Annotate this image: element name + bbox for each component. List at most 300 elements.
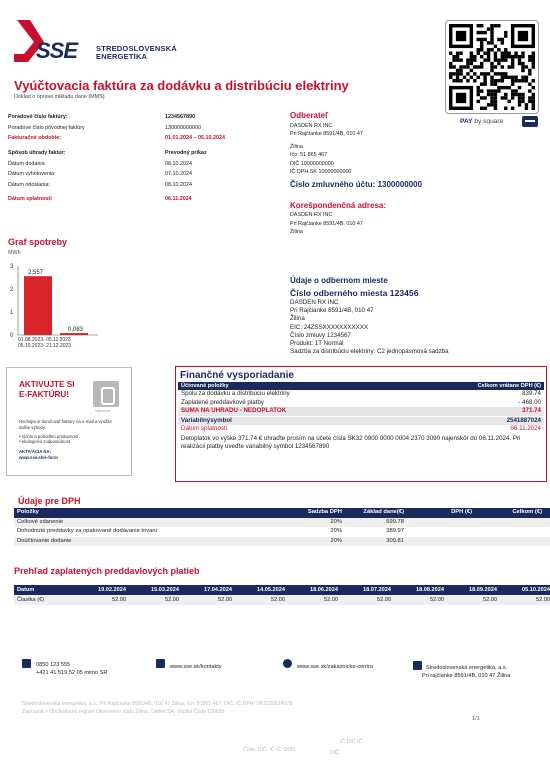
qr-module	[494, 55, 497, 58]
chart-ylabel: MWh	[8, 250, 21, 256]
qr-module	[511, 79, 514, 82]
qr-module	[507, 65, 510, 68]
qr-module	[490, 27, 493, 30]
qr-module	[480, 82, 483, 85]
qr-module	[490, 103, 493, 106]
vat-cell: Celkové zdanenie	[17, 518, 64, 525]
qr-module	[480, 107, 483, 110]
qr-module	[483, 31, 486, 34]
qr-module	[514, 52, 517, 55]
buyer-block	[290, 111, 540, 236]
info-label: Dátum odoslania:	[8, 181, 50, 188]
qr-module	[504, 72, 507, 75]
vat-cell: Dohodnuté preddavky za opakované dodávanie tovaru	[17, 528, 158, 535]
consumption-place-line: EIC: 24ZSSXXXXXXXXXXX	[290, 323, 369, 331]
advance-date: 19.02.2024	[98, 587, 126, 593]
qr-module	[477, 52, 480, 55]
finance-row: Spolu za dodávku a distribúciu elektriny 839.74	[181, 390, 541, 397]
qr-module	[501, 86, 504, 89]
qr-module	[483, 72, 486, 75]
qr-module	[456, 31, 466, 41]
vat-table-header: Položky Sadzba DPH Základ dane(€) DPH (€) Celkom (€)	[14, 508, 550, 518]
qr-module	[487, 58, 490, 61]
qr-module	[452, 55, 455, 58]
faded-text: Číslo. DIČ: IČ IČ SK81	[243, 747, 296, 753]
qr-module	[497, 62, 500, 65]
qr-code-pattern	[449, 24, 535, 110]
qr-module	[480, 41, 483, 44]
qr-module	[473, 79, 476, 82]
qr-module	[494, 107, 497, 110]
consumption-place-line: Žilina	[290, 315, 305, 323]
promo-link[interactable]: www.sse.sk/e-form	[19, 454, 58, 460]
advance-date: 17.04.2024	[204, 587, 232, 593]
advances-title: Prehľad zaplatených preddavlových platieb	[14, 566, 200, 576]
info-label: Dátum splatnosti	[8, 196, 52, 203]
qr-module	[518, 58, 521, 61]
chart-category-label: 01.08.2023- 05.11.2023	[18, 337, 71, 343]
variable-symbol-row: Variabilnýsymbol 2541887024	[178, 417, 544, 426]
qr-module	[473, 55, 476, 58]
info-value: 01.01.2024 – 05.10.2024	[165, 135, 225, 142]
qr-module	[487, 89, 490, 92]
qr-module	[477, 38, 480, 41]
vat-cell: 20%	[330, 518, 342, 525]
advance-date: 18.06.2024	[310, 587, 338, 593]
vat-cell: Doúčtovanie dodanie	[17, 537, 72, 544]
qr-module	[449, 72, 452, 75]
advance-date: 05.10.2024	[522, 587, 550, 593]
faded-text: DIČ	[330, 750, 339, 756]
qr-module	[501, 38, 504, 41]
qr-module	[466, 72, 469, 75]
qr-module	[470, 52, 473, 55]
buyer-ico: Ičo: 51 865 467	[290, 152, 328, 159]
footer-portal-link[interactable]: www.sse.sk/zakaznicke-centra	[297, 664, 373, 670]
advance-amount: 52.00	[430, 597, 444, 603]
vat-cell: 309.81	[386, 537, 404, 544]
qr-module	[487, 41, 490, 44]
qr-module	[480, 24, 483, 27]
qr-module	[477, 86, 480, 89]
vat-title: Údaje pre DPH	[18, 496, 81, 506]
qr-module	[459, 58, 462, 61]
qr-module	[504, 48, 507, 51]
qr-module	[521, 93, 524, 96]
chart-y-tick: 2	[10, 287, 14, 293]
advance-date: 18.09.2024	[469, 587, 497, 593]
qr-module	[483, 82, 486, 85]
qr-module	[518, 86, 521, 89]
info-label: Dátum dodania	[8, 160, 45, 167]
qr-module	[456, 79, 459, 82]
qr-module	[494, 45, 497, 48]
qr-module	[490, 38, 493, 41]
consumption-place-line: Pri Rajčianke 8591/4B, 010 47	[290, 307, 374, 315]
qr-module	[490, 79, 493, 82]
advance-date: 14.05.2024	[257, 587, 285, 593]
qr-module	[490, 100, 493, 103]
qr-module	[480, 89, 483, 92]
qr-module	[483, 52, 486, 55]
vat-table-row	[14, 537, 550, 547]
consumption-place-line: Číslo zmluvy 1234567	[290, 331, 351, 339]
vat-cell	[472, 527, 546, 537]
consumption-chart	[0, 258, 110, 356]
qr-module	[456, 55, 459, 58]
qr-module	[466, 79, 469, 82]
qr-module	[494, 65, 497, 68]
payment-note: Detoplatok vo výške 371.74 € uhraďte prosím na účete čísla SK32 0900 0000 0004 2370 3090 najenskôr do 06.11.2024. Pri realizácii platby uveďte variabilný symbol 1234567890	[181, 434, 521, 450]
consumption-place	[290, 276, 540, 356]
promo-icon-caption: Vykresne	[95, 409, 111, 413]
chart-y-tick: 1	[10, 310, 14, 316]
correspondence-heading: Korešpondenčná adresa:	[290, 201, 387, 211]
qr-module	[507, 76, 510, 79]
qr-module	[470, 55, 473, 58]
vat-cell	[404, 527, 472, 537]
advance-amount: 52.00	[112, 597, 126, 603]
qr-module	[521, 55, 524, 58]
legal-text: Stredoslovenská energetika, a.s., Pri Rajčianke 8591/4B, 010 47 Žilina, Ičo: 51865 467, DIČ: IČ DPH: SK2120814578 Zapísaná v Obchodnom registri Okresného súdu Žilina, Oddiel SA, Vložka Číslo 109655	[22, 701, 293, 716]
buyer-ic-dph: IČ DPH SK 10000000000	[290, 168, 352, 175]
qr-module	[490, 31, 493, 34]
vat-cell: 699.78	[386, 518, 404, 525]
invoice-info-row	[8, 194, 278, 205]
financial-settlement	[175, 366, 547, 482]
e-invoice-promo[interactable]	[6, 367, 132, 476]
qr-module	[456, 93, 466, 103]
qr-module	[456, 76, 459, 79]
qr-module	[490, 76, 493, 79]
qr-module	[477, 76, 480, 79]
qr-module	[514, 79, 517, 82]
promo-title: AKTIVUJTE SI E-FAKTÚRU!	[19, 380, 75, 399]
chart-bar	[24, 276, 52, 335]
info-label: Poradové číslo pôvodnej faktúry	[8, 124, 85, 131]
correspondence-name: DASDEN RX INC	[290, 212, 333, 219]
page-subtitle: Doklad o oprave základu dane (MMS)	[14, 94, 105, 100]
qr-module	[532, 58, 535, 61]
qr-module	[528, 96, 531, 99]
qr-module	[459, 65, 462, 68]
qr-module	[532, 107, 535, 110]
qr-module	[518, 62, 521, 65]
contacts-icon	[156, 659, 165, 668]
qr-module	[511, 65, 514, 68]
info-value: 08.10.2024	[165, 181, 192, 188]
qr-module	[490, 69, 493, 72]
qr-module	[490, 41, 493, 44]
advance-amount: 52.00	[377, 597, 391, 603]
qr-module	[494, 58, 497, 61]
qr-module	[521, 76, 524, 79]
qr-module	[473, 65, 476, 68]
qr-module	[497, 72, 500, 75]
advance-amount: 52.00	[218, 597, 232, 603]
consumption-place-line: Produkt: 1T Normál	[290, 339, 344, 347]
qr-module	[528, 72, 531, 75]
consumption-place-line: Sadzba za distribúciu elektriny: C2 jednopásmová sadzba	[290, 348, 449, 356]
advance-date: 18.07.2024	[363, 587, 391, 593]
advance-amount: 52.00	[324, 597, 338, 603]
qr-module	[532, 86, 535, 89]
qr-module	[532, 62, 535, 65]
qr-module	[511, 89, 514, 92]
qr-module	[501, 52, 504, 55]
qr-module	[528, 58, 531, 61]
qr-module	[501, 55, 504, 58]
qr-module	[483, 107, 486, 110]
qr-module	[511, 93, 514, 96]
qr-module	[525, 107, 528, 110]
advance-amount: 52.00	[165, 597, 179, 603]
qr-module	[497, 79, 500, 82]
buyer-street: Pri Rajčianke 8591/4B, 010 47	[290, 131, 363, 138]
footer-phone[interactable]: 0850 123 555 +421 41 519 52 05 mimo SR	[36, 662, 108, 676]
qr-module	[514, 93, 517, 96]
qr-module	[504, 86, 507, 89]
qr-module	[480, 65, 483, 68]
qr-module	[466, 58, 469, 61]
qr-module	[518, 100, 521, 103]
info-value: 07.10.2024	[165, 171, 192, 178]
phone-icon	[22, 659, 31, 668]
qr-module	[497, 48, 500, 51]
qr-module	[497, 38, 500, 41]
qr-module	[497, 24, 500, 27]
invoice-info-row	[8, 133, 278, 144]
qr-module	[511, 62, 514, 65]
qr-module	[532, 79, 535, 82]
advance-amount: 52.00	[536, 597, 550, 603]
hand-phone-icon	[93, 381, 119, 407]
qr-module	[449, 65, 452, 68]
vat-cell	[404, 537, 472, 547]
footer-contacts-link[interactable]: www.sse.sk/kontakty	[170, 664, 222, 670]
qr-module	[532, 103, 535, 106]
qr-module	[514, 89, 517, 92]
qr-code-icon[interactable]	[445, 20, 539, 114]
qr-module	[501, 96, 504, 99]
advance-date: 15.03.2024	[151, 587, 179, 593]
qr-module	[466, 65, 469, 68]
info-value: 1234567890	[165, 114, 195, 121]
qr-module	[477, 65, 480, 68]
qr-module	[456, 72, 459, 75]
finance-sum-row: SUMA NA UHRADU - NEDOPLATOK 371.74	[178, 407, 544, 416]
info-value: 130000000000	[165, 124, 201, 131]
qr-module	[452, 65, 455, 68]
pay-by-square-label: PAY by square	[460, 118, 504, 125]
qr-module	[480, 62, 483, 65]
qr-module	[487, 27, 490, 30]
correspondence-city: Žilina	[290, 229, 303, 235]
qr-module	[490, 89, 493, 92]
vat-table	[14, 508, 550, 546]
qr-module	[497, 86, 500, 89]
qr-module	[504, 31, 507, 34]
consumption-place-details	[290, 299, 540, 356]
qr-module	[528, 55, 531, 58]
finance-header: Účtované položky Celkom vrátane DPH (€)	[178, 382, 544, 390]
qr-module	[532, 55, 535, 58]
qr-module	[494, 72, 497, 75]
qr-module	[494, 93, 497, 96]
chart-bar	[60, 333, 88, 335]
qr-module	[487, 55, 490, 58]
vat-table-body	[14, 518, 550, 547]
qr-module	[518, 55, 521, 58]
qr-module	[514, 55, 517, 58]
qr-module	[518, 31, 528, 41]
correspondence-street: Pri Rajčianke 8591/4B, 010 47	[290, 220, 363, 227]
qr-module	[532, 65, 535, 68]
buyer-city: Žilina	[290, 143, 303, 150]
qr-module	[494, 82, 497, 85]
qr-module	[501, 72, 504, 75]
qr-module	[473, 72, 476, 75]
qr-module	[504, 93, 507, 96]
contract-account: Číslo zmluvného účtu: 1300000000	[290, 180, 423, 190]
qr-module	[487, 72, 490, 75]
qr-module	[511, 58, 514, 61]
qr-module	[497, 58, 500, 61]
info-value: Prevodný príkaz	[165, 150, 207, 157]
qr-module	[525, 103, 528, 106]
qr-module	[456, 69, 459, 72]
qr-module	[507, 52, 510, 55]
qr-module	[449, 52, 452, 55]
qr-module	[494, 24, 497, 27]
qr-module	[514, 76, 517, 79]
qr-module	[487, 48, 490, 51]
qr-module	[504, 58, 507, 61]
info-value: 06.11.2024	[165, 196, 192, 203]
qr-module	[449, 62, 452, 65]
qr-module	[494, 96, 497, 99]
qr-module	[490, 48, 493, 51]
chart-title: Graf spotreby	[8, 237, 68, 247]
qr-module	[452, 72, 455, 75]
qr-module	[525, 65, 528, 68]
qr-module	[511, 55, 514, 58]
qr-module	[507, 86, 510, 89]
qr-module	[483, 79, 486, 82]
buyer-heading: Odberateľ	[290, 111, 329, 120]
qr-module	[504, 76, 507, 79]
qr-module	[528, 69, 531, 72]
qr-module	[477, 93, 480, 96]
qr-module	[470, 69, 473, 72]
qr-module	[532, 52, 535, 55]
chart-y-tick: 3	[10, 264, 14, 270]
qr-module	[494, 52, 497, 55]
qr-module	[518, 79, 521, 82]
qr-module	[494, 89, 497, 92]
qr-module	[518, 103, 521, 106]
qr-module	[504, 55, 507, 58]
faded-text: IČ DIČ IČ	[340, 739, 363, 745]
info-value: 08.10.2024	[165, 160, 192, 167]
qr-module	[497, 89, 500, 92]
qr-module	[483, 76, 486, 79]
qr-module	[532, 93, 535, 96]
invoice-info-row	[8, 158, 278, 169]
qr-module	[487, 103, 490, 106]
qr-module	[511, 76, 514, 79]
page-number: 1/1	[472, 716, 480, 722]
qr-module	[504, 96, 507, 99]
qr-module	[459, 79, 462, 82]
consumption-place-line: DASDEN RX INC	[290, 299, 339, 306]
advances-header: Datum 19.02.2024 15.03.2024 17.04.2024 14.05.2024 18.06.2024 18.07.2024 18.08.2024 18.09.2024 05.10.2024	[14, 585, 550, 595]
consumption-place-heading: Údaje o odbernom mieste	[290, 276, 388, 285]
qr-module	[504, 34, 507, 37]
vat-cell: 20%	[330, 537, 342, 544]
vat-cell	[404, 518, 472, 528]
qr-module	[480, 31, 483, 34]
qr-module	[477, 48, 480, 51]
qr-module	[459, 69, 462, 72]
advance-amount: 52.00	[271, 597, 285, 603]
qr-module	[452, 58, 455, 61]
qr-module	[477, 24, 480, 27]
invoice-info-row	[8, 123, 278, 134]
qr-module	[490, 34, 493, 37]
qr-module	[477, 100, 480, 103]
qr-module	[449, 76, 452, 79]
advances-row: Čiastka (€) 52.00 52.00 52.00 52.00 52.00 52.00 52.00 52.00 52.00	[14, 595, 550, 605]
qr-module	[473, 58, 476, 61]
vat-cell: 20%	[330, 528, 342, 535]
qr-module	[480, 45, 483, 48]
qr-module	[504, 52, 507, 55]
footer-company: Stredoslovenská energetika, a.s. Pri rajčianke 8591/4B, 010 47 Žilina	[422, 665, 511, 679]
qr-module	[490, 62, 493, 65]
vat-cell	[472, 518, 546, 528]
logo-text: SSE	[36, 38, 78, 63]
qr-module	[521, 96, 524, 99]
qr-module	[456, 52, 459, 55]
qr-module	[490, 24, 493, 27]
qr-module	[501, 58, 504, 61]
qr-module	[466, 62, 469, 65]
invoice-info-row	[8, 148, 278, 159]
qr-module	[483, 96, 486, 99]
qr-module	[456, 58, 459, 61]
qr-module	[501, 65, 504, 68]
qr-module	[480, 48, 483, 51]
qr-module	[528, 89, 531, 92]
qr-module	[532, 100, 535, 103]
qr-module	[470, 62, 473, 65]
qr-module	[518, 96, 521, 99]
invoice-info	[8, 112, 278, 205]
qr-module	[521, 62, 524, 65]
qr-module	[477, 31, 480, 34]
finance-row: Zaplatené preddavkové platby - 468.00	[181, 398, 541, 406]
qr-module	[470, 58, 473, 61]
promo-text: Nechajte si doručovať faktúry na e-mail a využite dalšie výhody: • rýchlu a pohodlnú prístupnosť, • ekologickú zodpovednosť. AKTIVÁCIA NA: www.sse.sk/e-form	[19, 419, 123, 461]
qr-module	[501, 41, 504, 44]
qr-module	[525, 79, 528, 82]
due-date-row: Dátum splatnosti 06.11.2024	[181, 425, 541, 433]
globe-icon	[283, 659, 292, 668]
qr-module	[494, 103, 497, 106]
chart-category-label: 05.10.2023- 21.12.2023	[18, 343, 72, 349]
qr-module	[501, 76, 504, 79]
